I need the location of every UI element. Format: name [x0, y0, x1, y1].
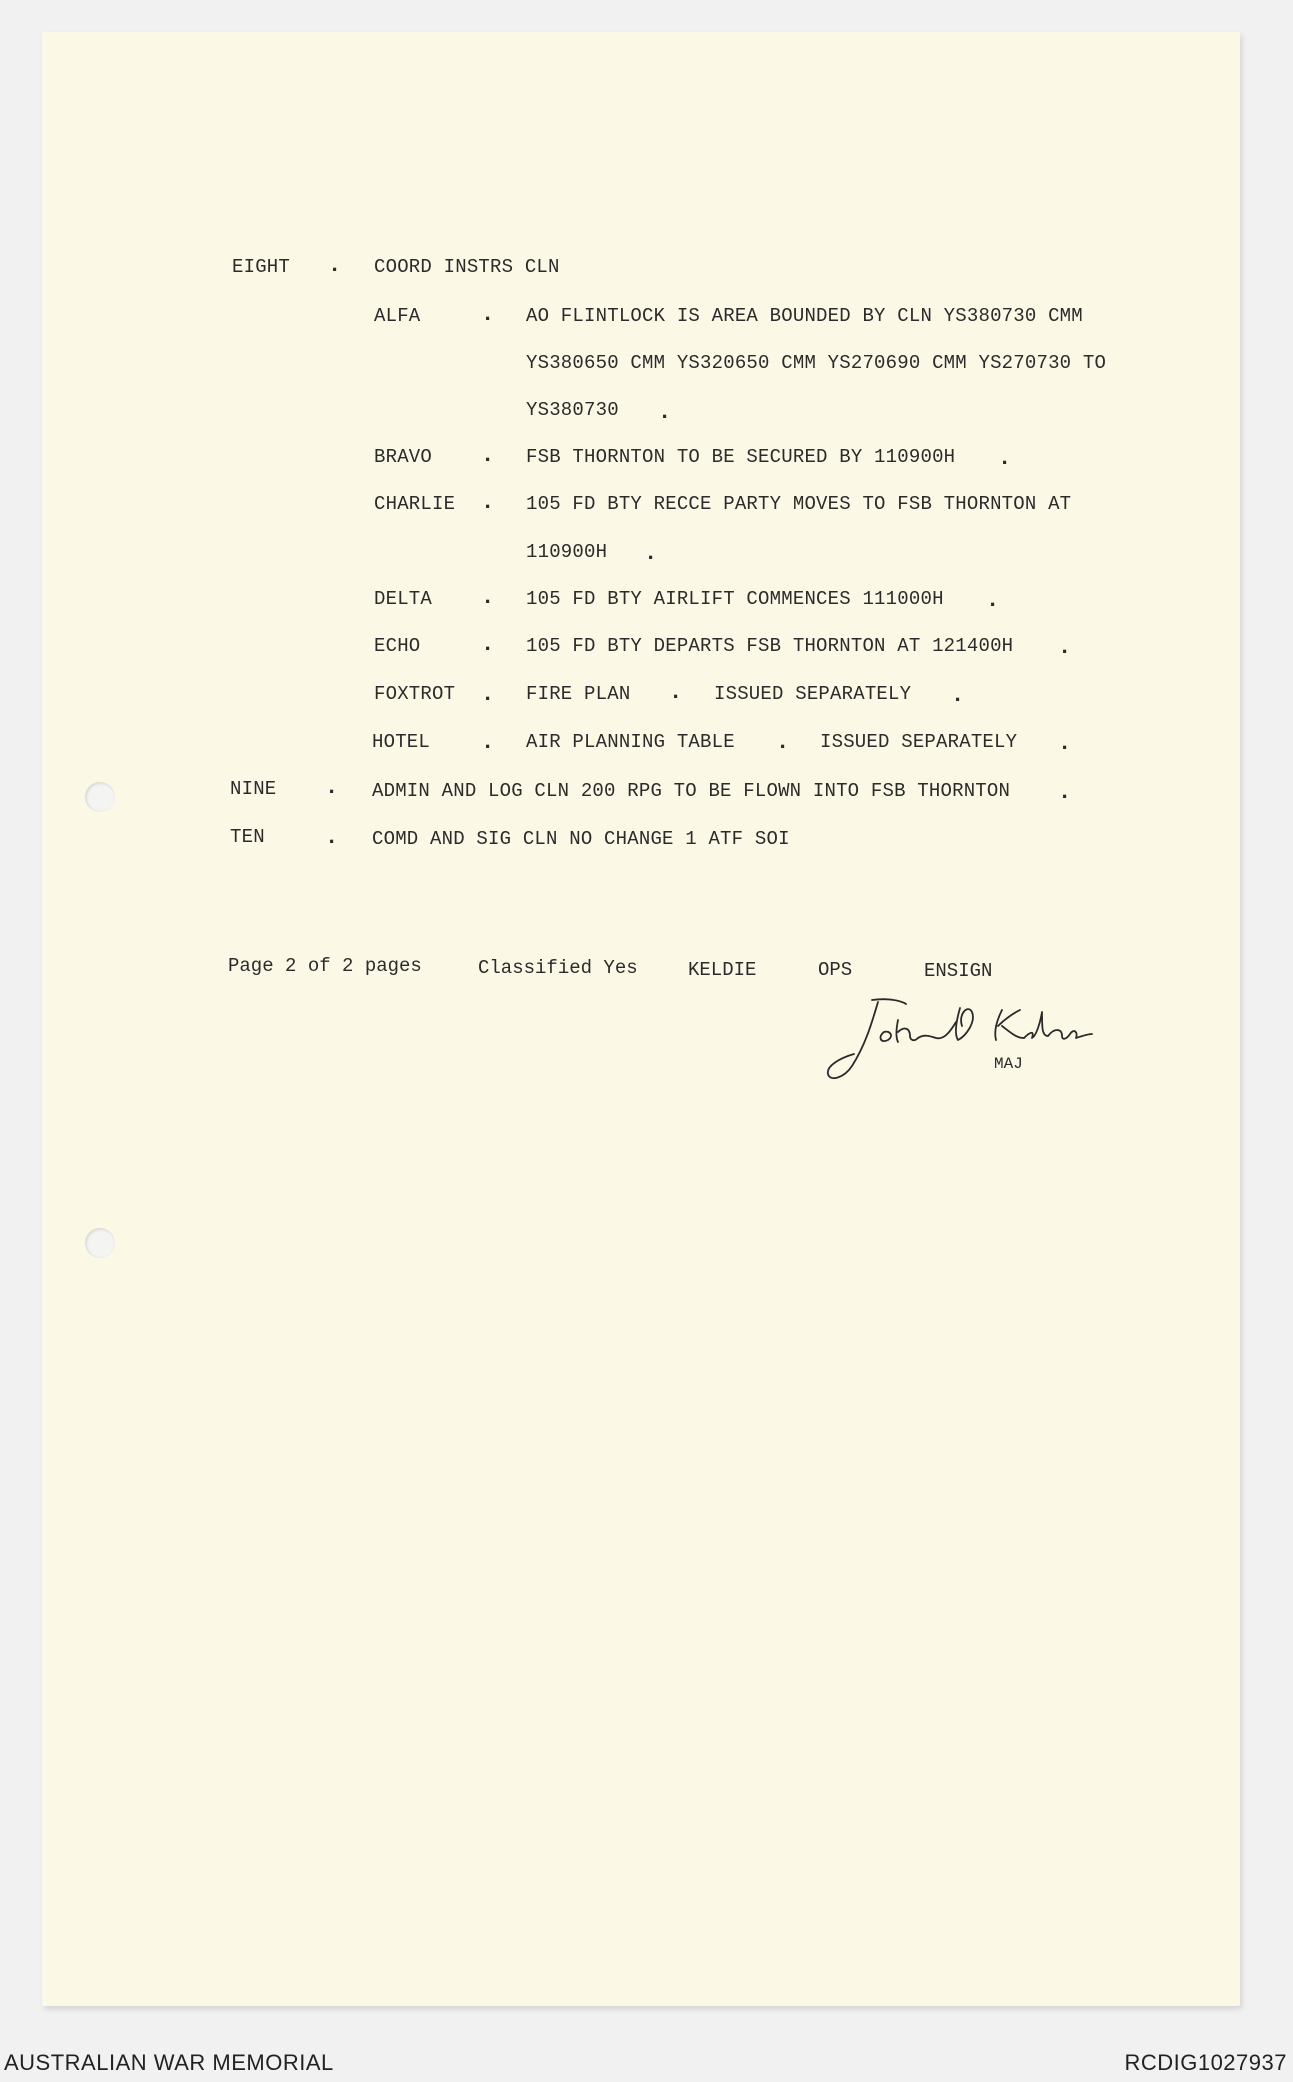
section-text-eight: COORD INSTRS CLN [374, 256, 560, 278]
subitem-text-line: AO FLINTLOCK IS AREA BOUNDED BY CLN YS380730 CMM [526, 305, 1083, 327]
subitem-label-charlie: CHARLIE [374, 493, 456, 515]
punch-hole-top [85, 782, 115, 812]
subitem-text-line: FSB THORNTON TO BE SECURED BY 110900H [526, 446, 956, 468]
section-label-ten: TEN [230, 826, 265, 848]
separator-dot: . [998, 446, 1012, 471]
separator-dot: . [481, 302, 495, 327]
subitem-text-part: ISSUED SEPARATELY [714, 683, 912, 705]
subitem-label-echo: ECHO [374, 635, 421, 657]
subitem-label-delta: DELTA [374, 588, 433, 610]
separator-dot: . [481, 585, 495, 610]
footer-author: KELDIE [688, 959, 757, 981]
subitem-text-line: 105 FD BTY RECCE PARTY MOVES TO FSB THORNTON AT [526, 493, 1072, 515]
footer-page-count: Page 2 of 2 pages [228, 955, 422, 977]
separator-dot: . [951, 683, 965, 708]
subitem-text-line: YS380650 CMM YS320650 CMM YS270690 CMM YS270730 TO [526, 352, 1107, 374]
separator-dot: . [325, 825, 339, 850]
subitem-text-line: 105 FD BTY AIRLIFT COMMENCES 111000H [526, 588, 944, 610]
separator-dot: . [481, 730, 495, 755]
separator-dot: . [328, 253, 342, 278]
subitem-label-hotel: HOTEL [372, 731, 431, 753]
section-label-eight: EIGHT [232, 256, 291, 278]
archive-caption-right: RCDIG1027937 [1124, 2050, 1287, 2075]
separator-dot: . [325, 775, 339, 800]
separator-dot: . [1058, 635, 1072, 660]
separator-dot: . [1058, 780, 1072, 805]
separator-dot: . [481, 443, 495, 468]
separator-dot: . [644, 541, 658, 566]
subitem-text-line: 110900H [526, 541, 608, 563]
separator-dot: . [481, 632, 495, 657]
subitem-label-bravo: BRAVO [374, 446, 433, 468]
separator-dot: . [669, 680, 683, 705]
separator-dot: . [1058, 731, 1072, 756]
archive-caption-left: AUSTRALIAN WAR MEMORIAL [4, 2050, 334, 2075]
separator-dot: . [481, 682, 495, 707]
signature-rank: MAJ [994, 1055, 1023, 1073]
footer-ensign: ENSIGN [924, 960, 993, 982]
punch-hole-bottom [85, 1228, 115, 1258]
subitem-text-part: ISSUED SEPARATELY [820, 731, 1018, 753]
section-label-nine: NINE [230, 778, 277, 800]
subitem-label-foxtrot: FOXTROT [374, 683, 456, 705]
footer-ops: OPS [818, 959, 853, 981]
separator-dot: . [776, 730, 790, 755]
subitem-text-part: FIRE PLAN [526, 683, 631, 705]
subitem-text-line: YS380730 [526, 399, 619, 421]
section-text-nine: ADMIN AND LOG CLN 200 RPG TO BE FLOWN INTO FSB THORNTON [372, 780, 1011, 802]
separator-dot: . [986, 588, 1000, 613]
subitem-text-line: 105 FD BTY DEPARTS FSB THORNTON AT 121400H [526, 635, 1014, 657]
separator-dot: . [658, 400, 672, 425]
subitem-text-part: AIR PLANNING TABLE [526, 731, 735, 753]
footer-classified: Classified Yes [478, 957, 638, 979]
subitem-label-alfa: ALFA [374, 305, 421, 327]
section-text-ten: COMD AND SIG CLN NO CHANGE 1 ATF SOI [372, 828, 790, 850]
separator-dot: . [481, 490, 495, 515]
signature-image [826, 992, 1146, 1092]
